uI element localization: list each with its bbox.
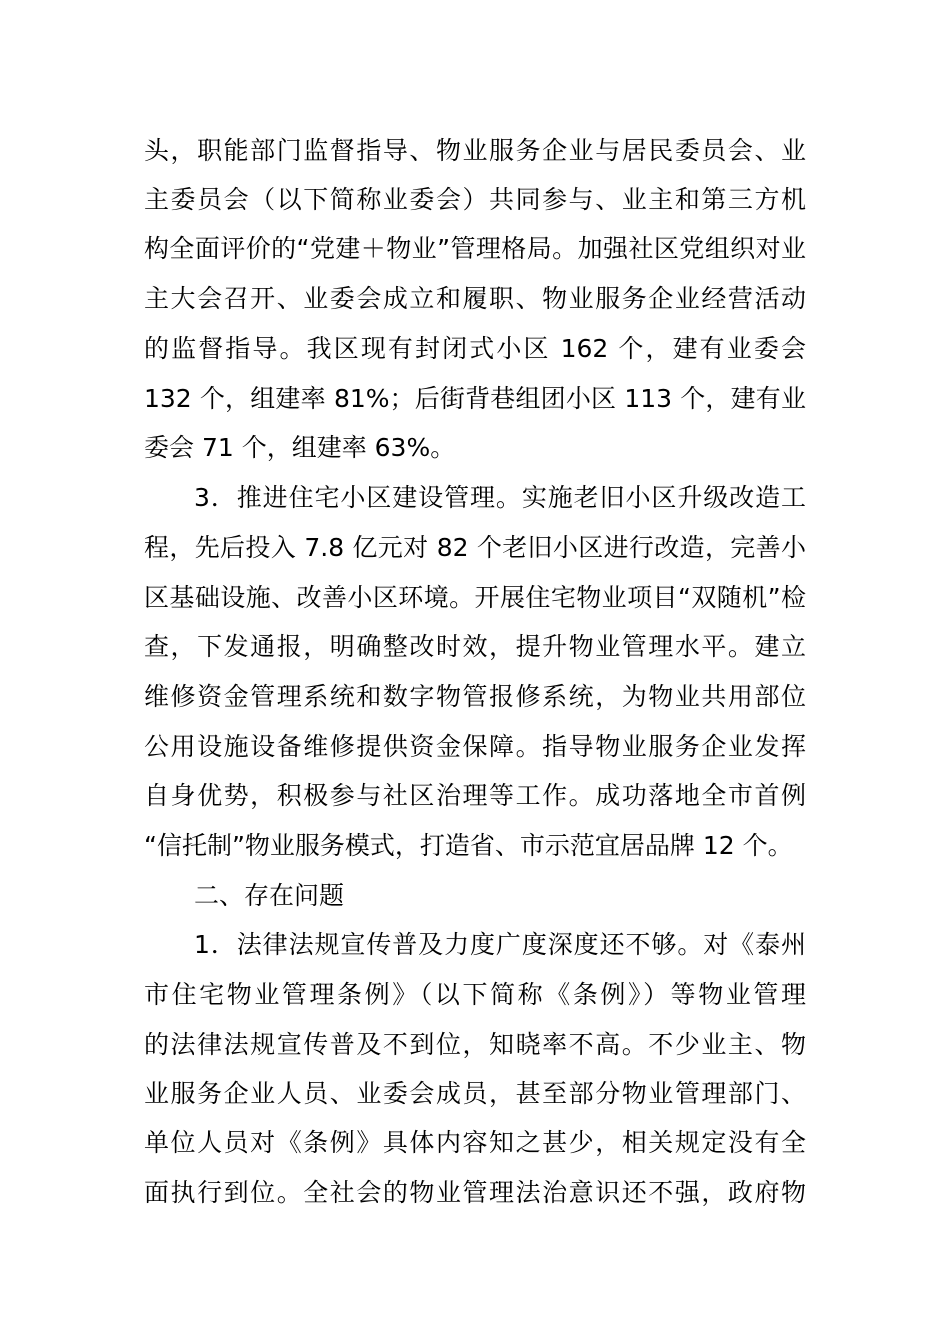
text-line: 的监督指导。我区现有封闭式小区 162 个，建有业委会 (144, 334, 806, 363)
text-line: 主委员会（以下简称业委会）共同参与、业主和第三方机 (144, 185, 806, 214)
text-line: 面执行到位。全社会的物业管理法治意识还不强，政府物 (144, 1178, 806, 1207)
text-line: 维修资金管理系统和数字物管报修系统，为物业共用部位 (144, 682, 806, 711)
text-line: 单位人员对《条例》具体内容知之甚少，相关规定没有全 (144, 1128, 806, 1157)
text-line: 程，先后投入 7.8 亿元对 82 个老旧小区进行改造，完善小 (144, 533, 806, 562)
text-line: “信托制”物业服务模式，打造省、市示范宜居品牌 12 个。 (144, 831, 793, 860)
text-line: 业服务企业人员、业委会成员，甚至部分物业管理部门、 (144, 1079, 806, 1108)
text-line: 主大会召开、业委会成立和履职、物业服务企业经营活动 (144, 284, 806, 313)
text-line: 自身优势，积极参与社区治理等工作。成功落地全市首例 (144, 781, 806, 810)
text-line: 委会 71 个，组建率 63%。 (144, 433, 456, 462)
text-line: 的法律法规宣传普及不到位，知晓率不高。不少业主、物 (144, 1030, 806, 1059)
text-line: 构全面评价的“党建＋物业”管理格局。加强社区党组织对业 (144, 234, 806, 263)
paragraph-start-line: 1．法律法规宣传普及力度广度深度还不够。对《泰州 (194, 930, 806, 959)
text-line: 查，下发通报，明确整改时效，提升物业管理水平。建立 (144, 632, 806, 661)
text-line: 132 个，组建率 81%；后街背巷组团小区 113 个，建有业 (144, 384, 806, 413)
text-line: 公用设施设备维修提供资金保障。指导物业服务企业发挥 (144, 732, 806, 761)
paragraph-start-line: 3．推进住宅小区建设管理。实施老旧小区升级改造工 (194, 483, 806, 512)
text-line: 头，职能部门监督指导、物业服务企业与居民委员会、业 (144, 136, 806, 165)
section-heading: 二、存在问题 (194, 881, 345, 910)
text-line: 区基础设施、改善小区环境。开展住宅物业项目“双随机”检 (144, 583, 806, 612)
text-line: 市住宅物业管理条例》（以下简称《条例》）等物业管理 (144, 980, 806, 1009)
